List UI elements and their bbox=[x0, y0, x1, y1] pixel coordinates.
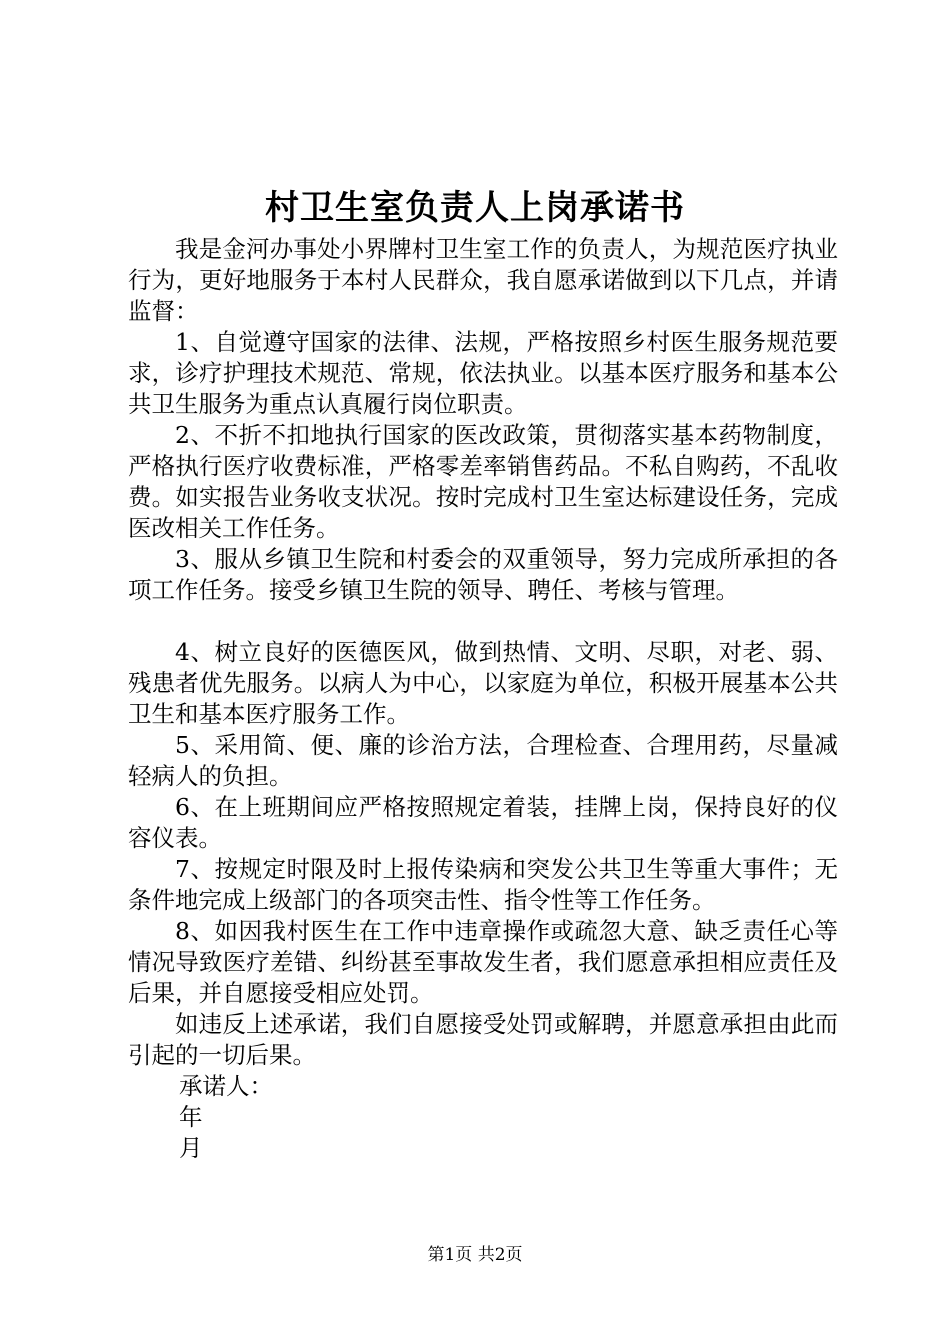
page-footer: 第1页 共2页 bbox=[427, 1245, 523, 1265]
commitment-item-8: 8、如因我村医生在工作中违章操作或疏忽大意、缺乏责任心等情况导致医疗差错、纠纷甚至事故发生者，我们愿意承担相应责任及后果，并自愿接受相应处罚。 bbox=[128, 917, 838, 1007]
closing-paragraph: 如违反上述承诺，我们自愿接受处罚或解聘，并愿意承担由此而引起的一切后果。 bbox=[128, 1010, 838, 1069]
year-label: 年 bbox=[179, 1103, 203, 1131]
signer-label: 承诺人： bbox=[179, 1072, 273, 1100]
commitment-item-6: 6、在上班期间应严格按照规定着装，挂牌上岗，保持良好的仪容仪表。 bbox=[128, 793, 838, 852]
commitment-item-4: 4、树立良好的医德医风，做到热情、文明、尽职，对老、弱、残患者优先服务。以病人为中心，以家庭为单位，积极开展基本公共卫生和基本医疗服务工作。 bbox=[128, 638, 838, 728]
commitment-item-1: 1、自觉遵守国家的法律、法规，严格按照乡村医生服务规范要求，诊疗护理技术规范、常规，依法执业。以基本医疗服务和基本公共卫生服务为重点认真履行岗位职责。 bbox=[128, 328, 838, 418]
intro-paragraph: 我是金河办事处小界牌村卫生室工作的负责人，为规范医疗执业行为，更好地服务于本村人民群众，我自愿承诺做到以下几点，并请监督： bbox=[128, 235, 838, 325]
document-title: 村卫生室负责人上岗承诺书 bbox=[265, 188, 685, 228]
month-label: 月 bbox=[179, 1134, 203, 1162]
commitment-item-2: 2、不折不扣地执行国家的医改政策，贯彻落实基本药物制度，严格执行医疗收费标准，严格零差率销售药品。不私自购药，不乱收费。如实报告业务收支状况。按时完成村卫生室达标建设任务，完成医改相关工作任务。 bbox=[128, 421, 838, 542]
commitment-item-3: 3、服从乡镇卫生院和村委会的双重领导，努力完成所承担的各项工作任务。接受乡镇卫生院的领导、聘任、考核与管理。 bbox=[128, 545, 838, 604]
document-body bbox=[128, 234, 838, 1164]
commitment-item-5: 5、采用简、便、廉的诊治方法，合理检查、合理用药，尽量减轻病人的负担。 bbox=[128, 731, 838, 790]
commitment-item-7: 7、按规定时限及时上报传染病和突发公共卫生等重大事件；无条件地完成上级部门的各项突击性、指令性等工作任务。 bbox=[128, 855, 838, 914]
